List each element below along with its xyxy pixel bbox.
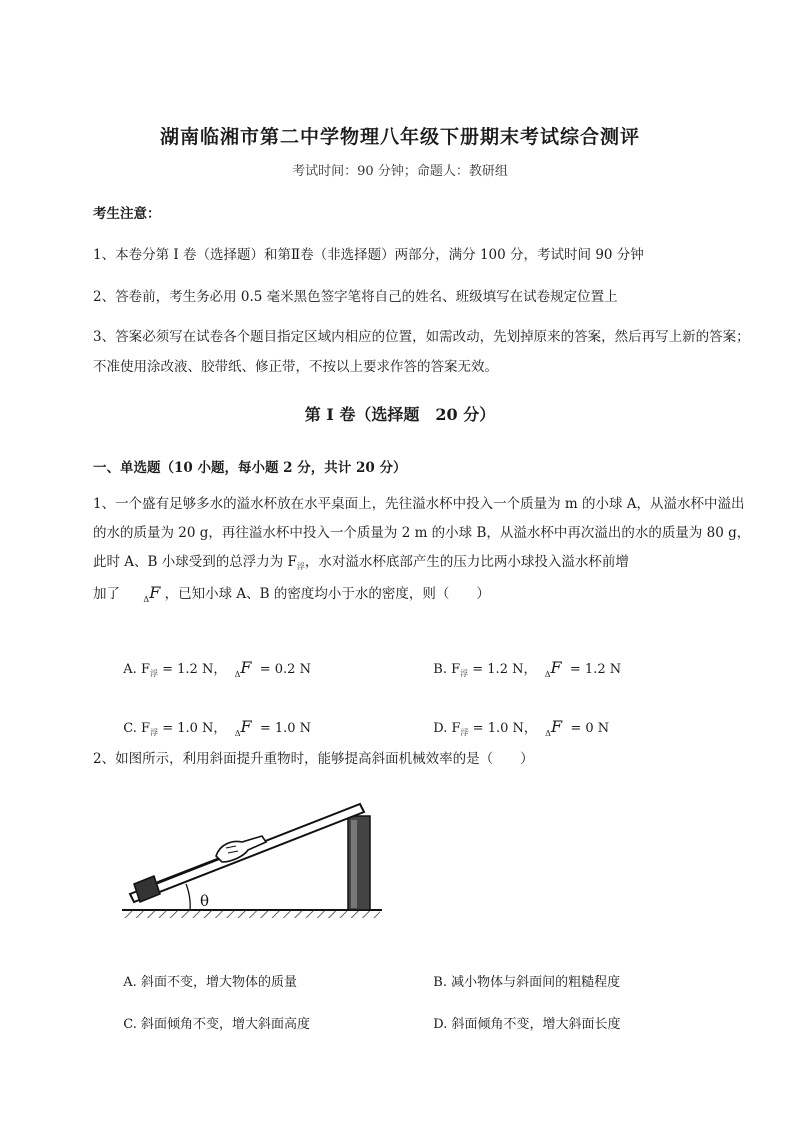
notice-item-2: 2、答卷前，考生务必用 0.5 毫米黑色签字笔将自己的姓名、班级填写在试卷规定位置上 xyxy=(93,289,618,305)
F-mark: F xyxy=(149,583,161,602)
option-sub: 浮 xyxy=(460,669,469,678)
F-mark: F xyxy=(550,658,562,677)
option-letter: B. xyxy=(433,662,447,677)
option-sub: 浮 xyxy=(460,728,469,737)
option-value-2: = 0 N xyxy=(570,721,610,736)
delta-mark: Δ xyxy=(545,729,551,738)
delta-mark: Δ xyxy=(143,595,150,604)
question-1-body-cont: ，水对溢水杯底部产生的压力比两小球投入溢水杯前增 xyxy=(304,554,629,570)
option-letter: D. xyxy=(433,1017,448,1032)
q1-option-d[interactable] xyxy=(425,702,609,738)
option-text: 减小物体与斜面间的粗糙程度 xyxy=(451,975,621,990)
option-f: F xyxy=(141,721,151,736)
notice-item-1: 1、本卷分第 I 卷（选择题）和第Ⅱ卷（非选择题）两部分，满分 100 分，考试时间 90 分钟 xyxy=(93,247,644,263)
option-f: F xyxy=(451,721,461,736)
question-1-condition: ，已知小球 A、B 的密度均小于水的密度，则（ ） xyxy=(164,586,490,602)
delta-F-symbol xyxy=(124,578,160,615)
option-text: 斜面不变，增大物体的质量 xyxy=(140,975,297,990)
notice-item-3: 3、答案必须写在试卷各个题目指定区域内相应的位置，如需改动，先划掉原来的答案，然后再写上新的答案；不准使用涂改液、胶带纸、修正带，不按以上要求作答的答案无效。 xyxy=(93,329,750,375)
option-letter: A. xyxy=(123,975,137,990)
question-1-line4 xyxy=(93,578,753,615)
option-value-1: = 1.0 N， xyxy=(162,721,227,736)
option-value-2: = 0.2 N xyxy=(259,662,311,677)
document-title: 湖南临湘市第二中学物理八年级下册期末考试综合测评 xyxy=(159,126,640,148)
F-mark: F xyxy=(550,717,563,736)
option-letter: C. xyxy=(123,1017,137,1032)
question-1-text xyxy=(93,490,753,581)
F-mark: F xyxy=(240,658,252,677)
document-subtitle: 考试时间：90 分钟；命题人：教研组 xyxy=(292,164,508,179)
section-title: 第 I 卷（选择题 20 分） xyxy=(304,405,496,424)
option-value-1: = 1.2 N， xyxy=(162,662,227,677)
float-subscript: 浮 xyxy=(296,562,305,571)
angle-arc xyxy=(186,884,190,910)
delta-mark: Δ xyxy=(234,729,241,738)
question-2-text: 2、如图所示，利用斜面提升重物时，能够提高斜面机械效率的是（ ） xyxy=(93,751,534,767)
option-value-2: = 1.2 N xyxy=(569,662,622,677)
notice-heading: 考生注意： xyxy=(93,206,161,222)
option-sub: 浮 xyxy=(149,669,158,678)
option-f: F xyxy=(140,662,150,677)
q2-option-d[interactable] xyxy=(425,998,621,1032)
delta-mark: Δ xyxy=(234,670,241,679)
option-sub: 浮 xyxy=(150,728,159,737)
option-value-1: = 1.2 N， xyxy=(472,662,537,677)
q1-option-c[interactable] xyxy=(115,702,311,738)
q1-option-b[interactable] xyxy=(425,643,621,679)
angle-label: θ xyxy=(200,892,210,910)
F-mark: F xyxy=(240,717,252,736)
q1-option-a[interactable] xyxy=(115,643,311,679)
inclined-plane-figure xyxy=(120,798,390,928)
ground-hatch xyxy=(122,910,380,918)
delta-mark: Δ xyxy=(544,670,551,679)
support-post-shade xyxy=(351,820,357,908)
option-value-2: = 1.0 N xyxy=(259,721,312,736)
option-letter: B. xyxy=(433,975,447,990)
q2-option-c[interactable] xyxy=(115,998,310,1032)
option-letter: C. xyxy=(123,721,137,736)
option-letter: A. xyxy=(123,662,137,677)
q2-option-a[interactable] xyxy=(115,956,297,990)
option-text: 斜面倾角不变，增大斜面长度 xyxy=(451,1017,621,1032)
incline-board xyxy=(130,804,364,902)
question-group-heading: 一、单选题（10 小题，每小题 2 分，共计 20 分） xyxy=(93,460,407,476)
option-value-1: = 1.0 N， xyxy=(472,721,537,736)
option-text: 斜面倾角不变，增大斜面高度 xyxy=(141,1017,311,1032)
option-f: F xyxy=(451,662,461,677)
question-1-added-label: 加了 xyxy=(93,586,120,602)
option-letter: D. xyxy=(433,721,448,736)
question-1-body: 1、一个盛有足够多水的溢水杯放在水平桌面上，先往溢水杯中投入一个质量为 m 的小球 A，从溢水杯中溢出的水的质量为 20 g，再往溢水杯中投入一个质量为 2 m 的小球 B，从溢水杯中再次溢出的水的质量为 80 g，此时 A、B 小球受到的总浮力为 F xyxy=(93,496,751,570)
q2-option-b[interactable] xyxy=(425,956,620,990)
